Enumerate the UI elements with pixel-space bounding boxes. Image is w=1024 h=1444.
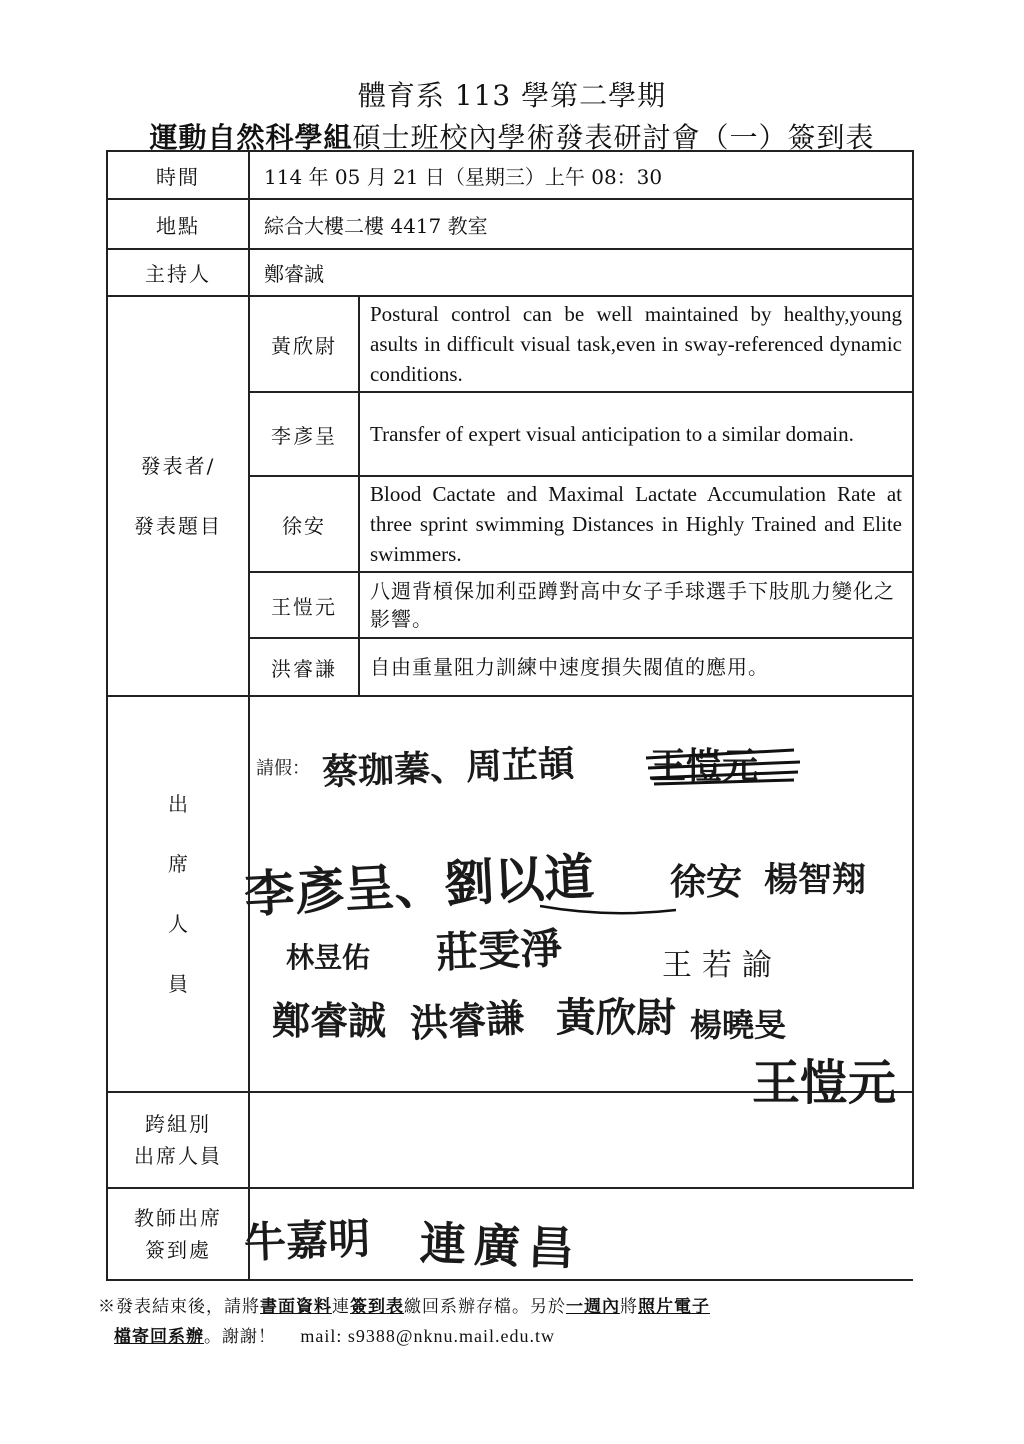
attendance-label-char: 席 — [168, 852, 188, 876]
presenter-topic: Transfer of expert visual anticipation to a similar domain. — [359, 392, 913, 476]
cross-group-label — [107, 1092, 249, 1188]
footer-text: 連 — [332, 1297, 350, 1317]
crossed-out-signature — [650, 738, 758, 789]
presenter-name: 徐安 — [249, 476, 359, 572]
footer-text: ※發表結束後，請將 — [98, 1297, 260, 1317]
scribble-strike — [644, 740, 804, 790]
presenter-label-line2: 發表題目 — [134, 514, 222, 538]
attendee-signature: 黃欣尉 — [556, 995, 676, 1041]
presenter-label — [107, 296, 249, 696]
attendee-signature: 楊曉旻 — [690, 1006, 787, 1044]
cross-group-label-line2: 出席人員 — [134, 1144, 222, 1168]
leave-label: 請假： — [256, 758, 310, 779]
attendee-signature: 李彥呈、劉以道 — [242, 847, 596, 925]
presenter-topic: Postural control can be well maintained by healthy,young asults in difficult visual task,even in sway-referenced dynamic conditions. — [359, 296, 913, 392]
presenter-name: 李彥呈 — [249, 392, 359, 476]
footer-emphasis: 簽到表 — [350, 1297, 404, 1317]
place-row — [107, 199, 913, 249]
time-row — [107, 151, 913, 199]
contact-email: mail: s9388@nknu.mail.edu.tw — [300, 1326, 555, 1346]
attendee-signature: 鄭睿誠 — [272, 999, 387, 1043]
footer-emphasis: 書面資料 — [260, 1297, 332, 1317]
host-row — [107, 249, 913, 296]
attendance-label-char: 員 — [168, 972, 188, 996]
event-name: 碩士班校內學術發表研討會（一）簽到表 — [352, 121, 875, 154]
teacher-label — [107, 1188, 249, 1280]
teacher-label-line2: 簽到處 — [145, 1238, 211, 1262]
presenter-topic: Blood Cactate and Maximal Lactate Accumulation Rate at three sprint swimming Distances in Highly Trained and Elite swimmers. — [359, 476, 913, 572]
attendance-label-char: 出 — [168, 792, 188, 816]
attendee-signature: 徐安 — [670, 862, 743, 903]
place-label: 地點 — [107, 199, 249, 249]
attendance-label — [107, 696, 249, 1092]
attendee-signature: 洪睿謙 — [409, 996, 526, 1046]
presenter-name: 黃欣尉 — [249, 296, 359, 392]
teacher-label-line1: 教師出席 — [134, 1206, 222, 1230]
attendee-signature: 王愷元 — [752, 1055, 897, 1111]
place-value: 綜合大樓二樓 4417 教室 — [249, 199, 913, 249]
presenter-label-line1: 發表者/ — [140, 454, 216, 478]
crossed-name: 王愷元 — [650, 746, 759, 787]
footer-text: 將 — [620, 1297, 638, 1317]
attendee-signature: 林昱佑 — [286, 941, 371, 974]
footer-note-line2 — [114, 1322, 555, 1347]
footer-emphasis: 檔寄回系辦 — [114, 1327, 204, 1347]
presenter-topic: 自由重量阻力訓練中速度損失閥值的應用。 — [359, 638, 913, 696]
footer-emphasis: 一週內 — [566, 1297, 620, 1317]
presenter-topic: 八週背槓保加利亞蹲對高中女子手球選手下肢肌力變化之影響。 — [359, 572, 913, 638]
teacher-signature: 牛嘉明 — [243, 1213, 371, 1268]
form-title: 體育系 113 學第二學期 — [357, 79, 667, 112]
presenter-row — [107, 296, 913, 392]
attendee-signature: 王若諭 — [662, 948, 782, 983]
footer-text: 繳回系辦存檔。另於 — [404, 1297, 566, 1317]
time-value: 114 年 05 月 21 日（星期三）上午 08：30 — [249, 151, 913, 199]
footer-emphasis: 照片電子 — [638, 1297, 710, 1317]
time-label: 時間 — [107, 151, 249, 199]
host-value: 鄭睿誠 — [249, 249, 913, 296]
attendee-signature: 楊智翔 — [764, 860, 866, 900]
attendee-signature: 莊雯淨 — [435, 923, 563, 978]
cross-group-label-line1: 跨組別 — [145, 1112, 211, 1136]
host-label: 主持人 — [107, 249, 249, 296]
footer-text: 。謝謝！ — [204, 1327, 276, 1347]
leave-signature: 蔡珈蓁、周芷頡 — [321, 743, 575, 794]
attendance-label-char: 人 — [168, 912, 188, 936]
presenter-name: 王愷元 — [249, 572, 359, 638]
teacher-signature: 連廣昌 — [419, 1216, 583, 1276]
footer-note-line1 — [98, 1292, 710, 1317]
presenter-name: 洪睿謙 — [249, 638, 359, 696]
group-name: 運動自然科學組 — [149, 121, 353, 154]
